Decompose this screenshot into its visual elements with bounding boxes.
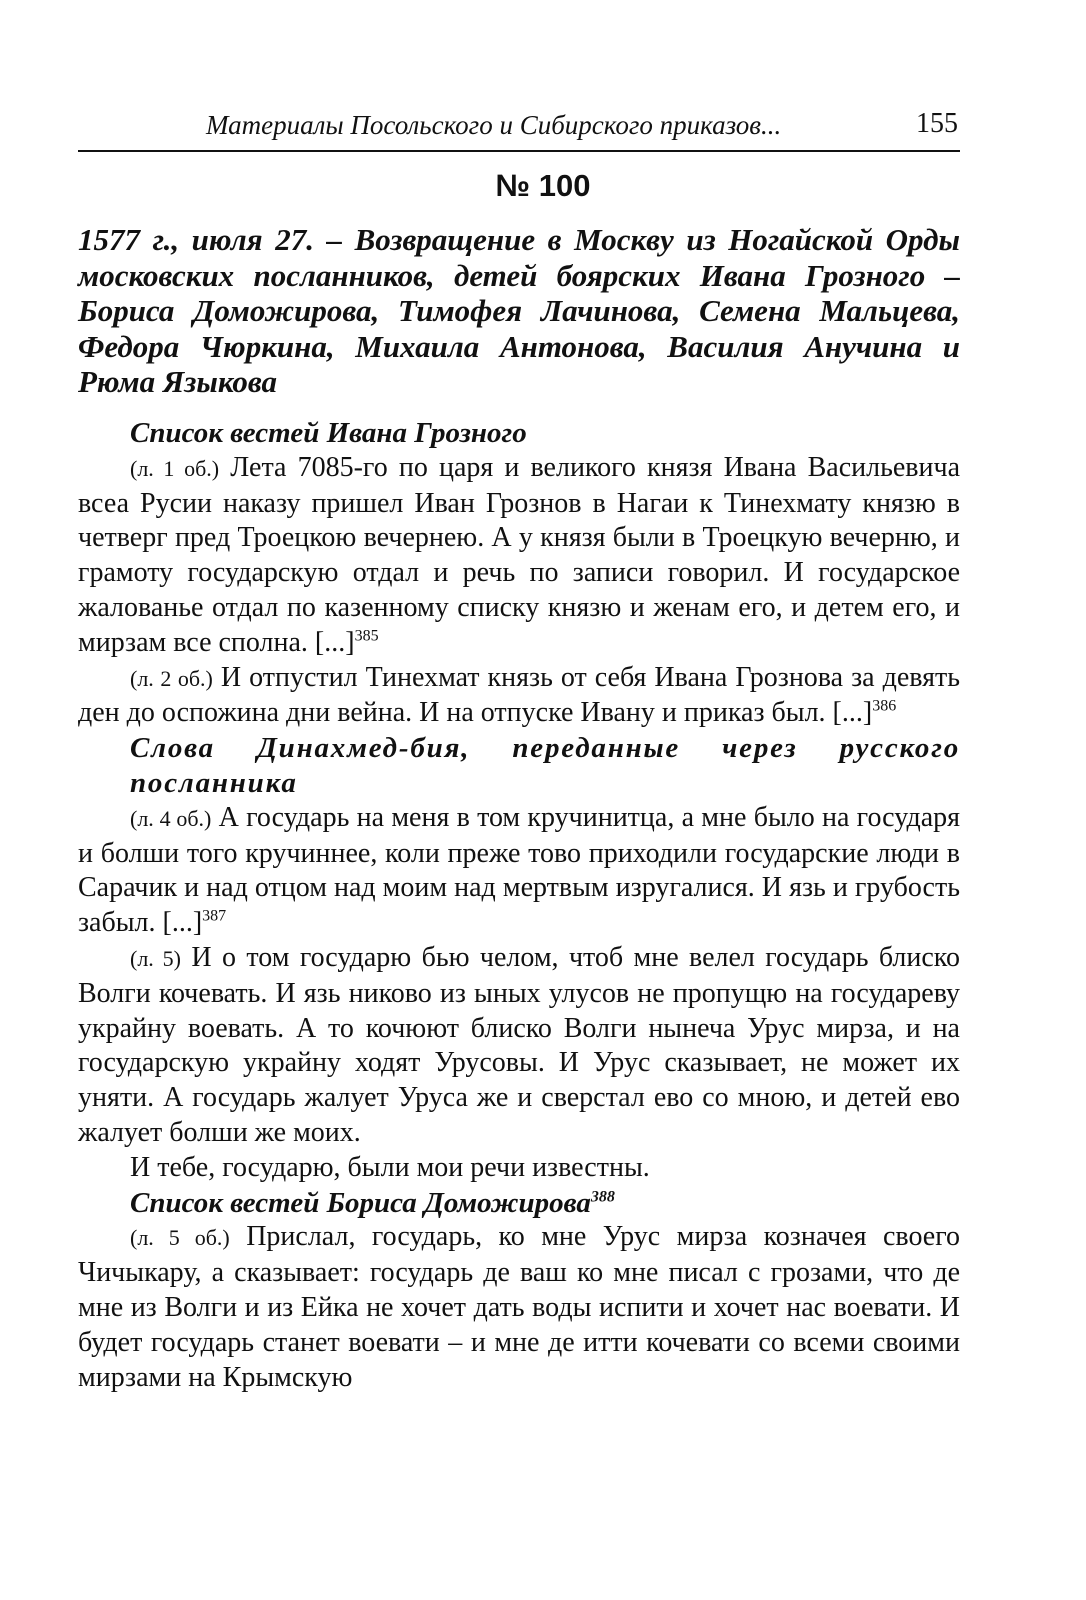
paragraph <box>78 941 960 1151</box>
footnote-marker: 387 <box>202 907 227 925</box>
paragraph <box>78 1220 960 1395</box>
folio-reference: (л. 4 об.) <box>130 805 212 831</box>
paragraph-text: И отпустил Тинехмат князь от себя Ивана Грознова за девять ден до оспожина дни вейна. И на отпуске Ивану и приказ был. [...] <box>78 661 961 729</box>
footnote-marker: 385 <box>354 627 379 645</box>
paragraph-text: Лета 7085-го по царя и великого князя Ивана Васильевича всеа Русии наказу пришел Иван Грознов в Нагаи к Тинехмату князю в четверг пред Троецкою вечернею. А у князя были в Троецкую вечерню, и грамоту государскую отдал и речь по записи говорил. И государское жалованье отдал по казенному списку князю и женам его, и детем его, и мирзам все сполна. [...] <box>78 451 961 658</box>
paragraph-text: Прислал, государь, ко мне Урус мирза козначея своего Чичыкару, а сказывает: государь де ваш ко мне писал с грозами, что де мне из Волги и из Ейка не хочет дать воды испити и хочет нас воевати. И будет государь станет воевати – и мне де итти кочевати со всеми своими мирзами на Крымскую <box>78 1221 961 1393</box>
footnote-marker: 386 <box>872 698 897 716</box>
paragraph <box>78 451 960 661</box>
section-title: Список вестей Ивана Грозного <box>130 417 527 449</box>
running-header <box>78 104 960 152</box>
paragraph-text: А государь на меня в том кручинитца, а мне было на государя и болши того кручиннее, коли преже тово приходили государские люди в Сарачик и над отцом над моим над мертвым изругалися. И язь и грубость забыл. [...] <box>78 801 961 939</box>
section-title: Слова Динахмед-бия, переданные через русского посланника <box>130 732 960 799</box>
folio-reference: (л. 2 об.) <box>130 665 213 691</box>
paragraph <box>78 1151 960 1186</box>
document-number: № 100 <box>495 168 591 203</box>
section-title: Список вестей Бориса Доможирова$^{388}$ <box>130 1186 615 1219</box>
paragraph <box>78 801 960 941</box>
paragraph-text: И тебе, государю, были мои речи известны. <box>130 1151 650 1183</box>
running-title: Материалы Посольского и Сибирского приказов... <box>206 110 782 140</box>
paragraph <box>78 661 960 732</box>
document-heading: 1577 г., июля 27. – Возвращение в Москву из Ногайской Орды московских посланников, детей боярских Ивана Грозного – Бориса Доможирова, Тимофея Лачинова, Семена Мальцева, Федора Чюркина, Михаила Антонова, Василия Анучина и Рюма Языкова <box>78 222 960 399</box>
footnote-marker: 388 <box>590 1187 615 1205</box>
folio-reference: (л. 5 об.) <box>130 1225 230 1251</box>
folio-reference: (л. 5) <box>130 945 182 971</box>
folio-reference: (л. 1 об.) <box>130 455 220 481</box>
paragraph-text: И о том государю бью челом, чтоб мне велел государь блиско Волги кочевать. И язь никово из ыных улусов не пропущю на государеву украйну воевать. А то кочюют блиско Волги нынеча Урус мирза, и на государскую украйну ходят Урусовы. И Урус сказывает, не может их уняти. А государь жалует Уруса же и сверстал ево со мною, и детей ево жалует болши же моих. <box>78 941 960 1148</box>
page-number: 155 <box>916 108 958 139</box>
document-body <box>78 416 960 1395</box>
